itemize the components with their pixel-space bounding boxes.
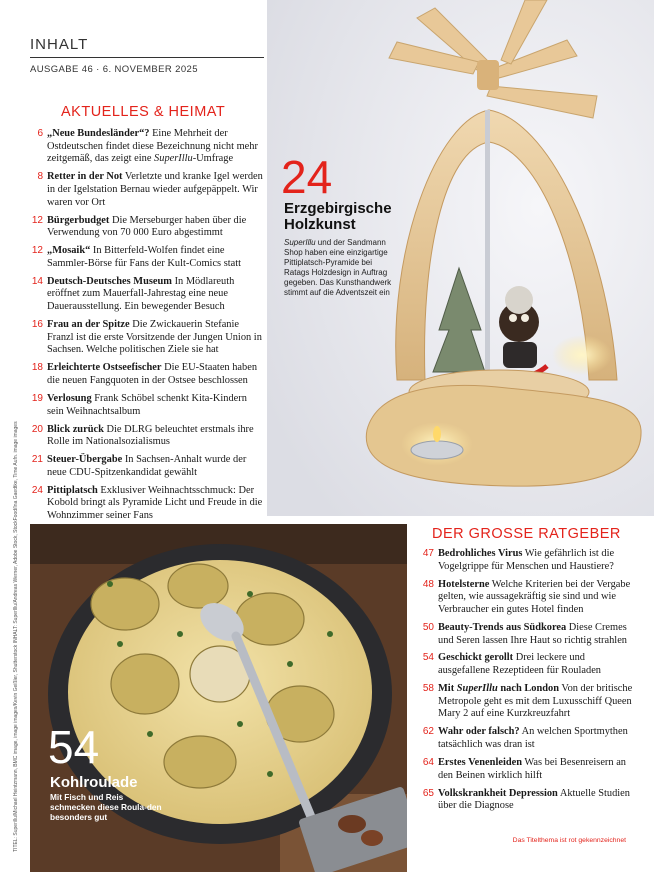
toc-right <box>417 548 635 818</box>
toc-page-number: 18 <box>31 362 43 374</box>
toc-headline: Deutsch-Deutsches Museum <box>47 275 172 287</box>
toc-brand: SuperIllu <box>456 683 498 695</box>
toc-brand: SuperIllu <box>154 153 193 165</box>
toc-description: Die Zwickauerin Stefanie Franzl ist die erste Vorsitzende der Jungen Union in Sachsen. Welche politischen Ziele sie hat <box>47 319 262 356</box>
toc-page-number: 6 <box>37 128 43 139</box>
toc-headline: „Neue Bundesländer“? <box>47 128 150 139</box>
toc-description: Diese Cremes und Seren lassen Ihre Haut so richtig strahlen <box>438 621 627 646</box>
toc-entry-text <box>47 362 266 387</box>
toc-entry-text <box>438 757 635 782</box>
toc-entry[interactable] <box>30 362 266 387</box>
toc-entry-text <box>47 393 266 418</box>
toc-headline: Erleichterte Ostseefischer <box>47 362 162 374</box>
toc-description: Welche Kriterien bei der Vergabe gelten, wie aussagekräftig sie sind und wie Verbraucher ein gutes Hotel finden <box>438 578 631 615</box>
toc-headline: Pittiplatsch <box>47 484 98 496</box>
toc-entry-text <box>47 319 266 357</box>
toc-headline: Wahr oder falsch? <box>438 726 520 738</box>
toc-description: Von der britische Metropole geht es mit dem Luxusschiff Queen Mary 2 auf eine Kurzkreuzfahrt <box>438 683 633 720</box>
toc-description: Exklusiver Weihnachtsschmuck: Der Kobold bringt als Pyramide Licht und Freude in die Wohnzimmer seiner Fans <box>47 484 263 522</box>
pyramid-headline-line-2: Holzkunst <box>284 216 356 233</box>
page-label: INHALT <box>30 36 89 53</box>
toc-description: In Bitterfeld-Wolfen findet eine Sammler-Börse für Fans der Kult-Comics statt <box>47 245 242 269</box>
toc-description: Was bei Besenreisern an den Beinen wirklich hilft <box>438 756 626 781</box>
toc-headline: Erstes Venenleiden <box>438 756 522 768</box>
toc-page-number: 64 <box>422 756 434 768</box>
toc-page-number: 14 <box>31 275 43 287</box>
toc-description: An welchen Sportmythen tatsächlich was dran ist <box>438 726 628 751</box>
toc-page-number: 50 <box>422 621 434 633</box>
photo-credits: TITEL: Superillu/Michael Heintzmann, BMC image, image images/Kevin Geißler, Shutterstock INHALT: SuperIllu/Andreas Werner, Adobe Stock, StockFood/Ina Gaedtke, Time Aufn. image images <box>13 421 19 852</box>
toc-description: Die EU-Staaten haben die neuen Fangquoten in der Ostsee beschlossen <box>47 362 258 387</box>
roulade-photo <box>30 524 407 872</box>
toc-entry[interactable] <box>417 726 635 751</box>
issue-info: AUSGABE 46 · 6. NOVEMBER 2025 <box>30 64 198 75</box>
toc-entry[interactable] <box>30 485 266 523</box>
toc-page-number: 19 <box>31 392 43 404</box>
toc-headline: Bürgerbudget <box>47 214 110 226</box>
pyramid-body: und der Sandmann Shop haben eine einzigartige Pittiplatsch-Pyramide bei Ratags Holzdesign in Auftrag gegeben. Das Kunsthandwerk stimmt auf die Adventszeit ein <box>284 238 392 297</box>
footnote: Das Titelthema ist rot gekennzeichnet <box>512 837 626 844</box>
roulade-text: Mit Fisch und Reis schmecken diese Roula-den besonders gut <box>50 792 162 822</box>
pyramid-headline <box>284 201 392 233</box>
toc-headline: Bedrohliches Virus <box>438 548 523 559</box>
toc-entry-text: „Neue Bundesländer“? Eine Mehrheit der Ostdeutschen findet diese Bezeichnung nicht mehr zeitgemäß, das zeigt eine SuperIllu-Umfrage <box>47 128 258 165</box>
toc-page-number: 47 <box>422 548 434 559</box>
toc-entry[interactable] <box>30 424 266 449</box>
toc-entry-text <box>47 276 266 314</box>
toc-entry[interactable] <box>417 788 635 813</box>
toc-entry-text <box>47 485 266 523</box>
pyramid-text <box>284 238 392 298</box>
toc-entry[interactable] <box>417 683 635 721</box>
toc-entry[interactable] <box>30 454 266 479</box>
masthead <box>30 36 264 75</box>
toc-entry-text <box>438 652 635 677</box>
header-rule <box>30 57 264 58</box>
toc-entry-text <box>47 171 266 209</box>
section-title-ratgeber: DER GROSSE RATGEBER <box>432 526 621 542</box>
toc-page-number: 8 <box>37 171 43 183</box>
toc-entry[interactable] <box>417 579 635 617</box>
toc-description: Aktuelle Studien über die Diagnose <box>438 787 630 812</box>
toc-page-number: 12 <box>31 245 43 257</box>
toc-description: Wie gefährlich ist die Vogelgrippe für Menschen und Haustiere? <box>438 548 615 572</box>
toc-page-number: 62 <box>422 726 434 738</box>
toc-left <box>30 128 266 528</box>
toc-headline: Mit SuperIllu nach London <box>438 683 559 695</box>
toc-description: Die Merseburger haben über die Verwendung von 70 000 Euro abgestimmt <box>47 214 247 239</box>
pyramid-headline-line-1: Erzgebirgische <box>284 200 392 217</box>
toc-headline: Steuer-Übergabe <box>47 454 123 466</box>
toc-headline: Hotelsterne <box>438 578 490 590</box>
toc-entry-text <box>438 622 635 647</box>
toc-entry[interactable] <box>30 245 266 270</box>
toc-entry[interactable] <box>30 171 266 209</box>
pyramid-photo <box>267 0 654 516</box>
toc-headline: Verlosung <box>47 392 92 404</box>
toc-entry[interactable] <box>30 215 266 240</box>
toc-description: Frank Schöbel schenkt Kita-Kindern sein Weihnachtsalbum <box>47 392 247 417</box>
toc-description: Eine Mehrheit der Ostdeutschen findet diese Bezeichnung nicht mehr zeitgemäß, das zeigt eine <box>47 128 258 165</box>
toc-entry[interactable] <box>30 393 266 418</box>
toc-headline: Volkskrankheit Depression <box>438 787 558 799</box>
toc-entry-text <box>438 548 635 573</box>
toc-entry[interactable] <box>417 622 635 647</box>
toc-entry-text <box>438 683 635 721</box>
section-title-aktuelles: AKTUELLES & HEIMAT <box>61 104 226 120</box>
toc-page-number: 58 <box>422 683 434 695</box>
toc-entry[interactable] <box>30 128 266 166</box>
roulade-page-number: 54 <box>48 721 100 773</box>
toc-entry-text <box>47 454 266 479</box>
toc-entry-text <box>438 726 635 751</box>
toc-headline: Geschickt gerollt <box>438 652 514 664</box>
toc-page-number: 54 <box>422 652 434 664</box>
toc-entry[interactable] <box>417 548 635 573</box>
toc-description: Die DLRG beleuchtet erstmals ihre Rolle im Nationalsozialismus <box>47 423 254 448</box>
toc-page-number: 12 <box>31 214 43 226</box>
toc-headline: Blick zurück <box>47 423 104 435</box>
toc-page-number: 21 <box>31 454 43 466</box>
toc-headline: Beauty-Trends aus Südkorea <box>438 621 567 633</box>
pyramid-page-number: 24 <box>281 151 333 203</box>
toc-headline: Frau an der Spitze <box>47 319 130 331</box>
toc-entry[interactable] <box>30 276 266 314</box>
toc-page-number: 48 <box>422 578 434 590</box>
toc-headline: Retter in der Not <box>47 171 123 183</box>
toc-page-number: 20 <box>31 423 43 435</box>
toc-entry-text <box>438 788 635 813</box>
toc-description: In Sachsen-Anhalt wurde der neue CDU-Spitzenkandidat gewählt <box>47 454 247 478</box>
toc-entry-text <box>438 579 635 617</box>
pyramid-brand: SuperIllu <box>284 238 316 247</box>
toc-entry[interactable] <box>30 319 266 357</box>
toc-description: Drei leckere und ausgefallene Rezeptideen für Rouladen <box>438 652 602 677</box>
toc-entry-text <box>47 215 266 240</box>
toc-headline: „Mosaik“ <box>47 245 91 257</box>
toc-page-number: 24 <box>31 484 43 496</box>
roulade-headline: Kohlroulade <box>50 774 138 791</box>
toc-entry[interactable] <box>417 652 635 677</box>
toc-entry-text <box>47 245 266 270</box>
toc-description: Verletzte und kranke Igel werden in der Igelstation Bernau wieder aufgepäppelt. Wir waren vor Ort <box>47 171 263 208</box>
toc-entry[interactable] <box>417 757 635 782</box>
toc-page-number: 16 <box>31 319 43 331</box>
toc-page-number: 65 <box>422 787 434 799</box>
toc-description: In Mödlareuth eröffnet zum Mauerfall-Jahrestag eine neue Dauerausstellung. Ein bewegender Besuch <box>47 275 235 313</box>
toc-entry-text <box>47 424 266 449</box>
